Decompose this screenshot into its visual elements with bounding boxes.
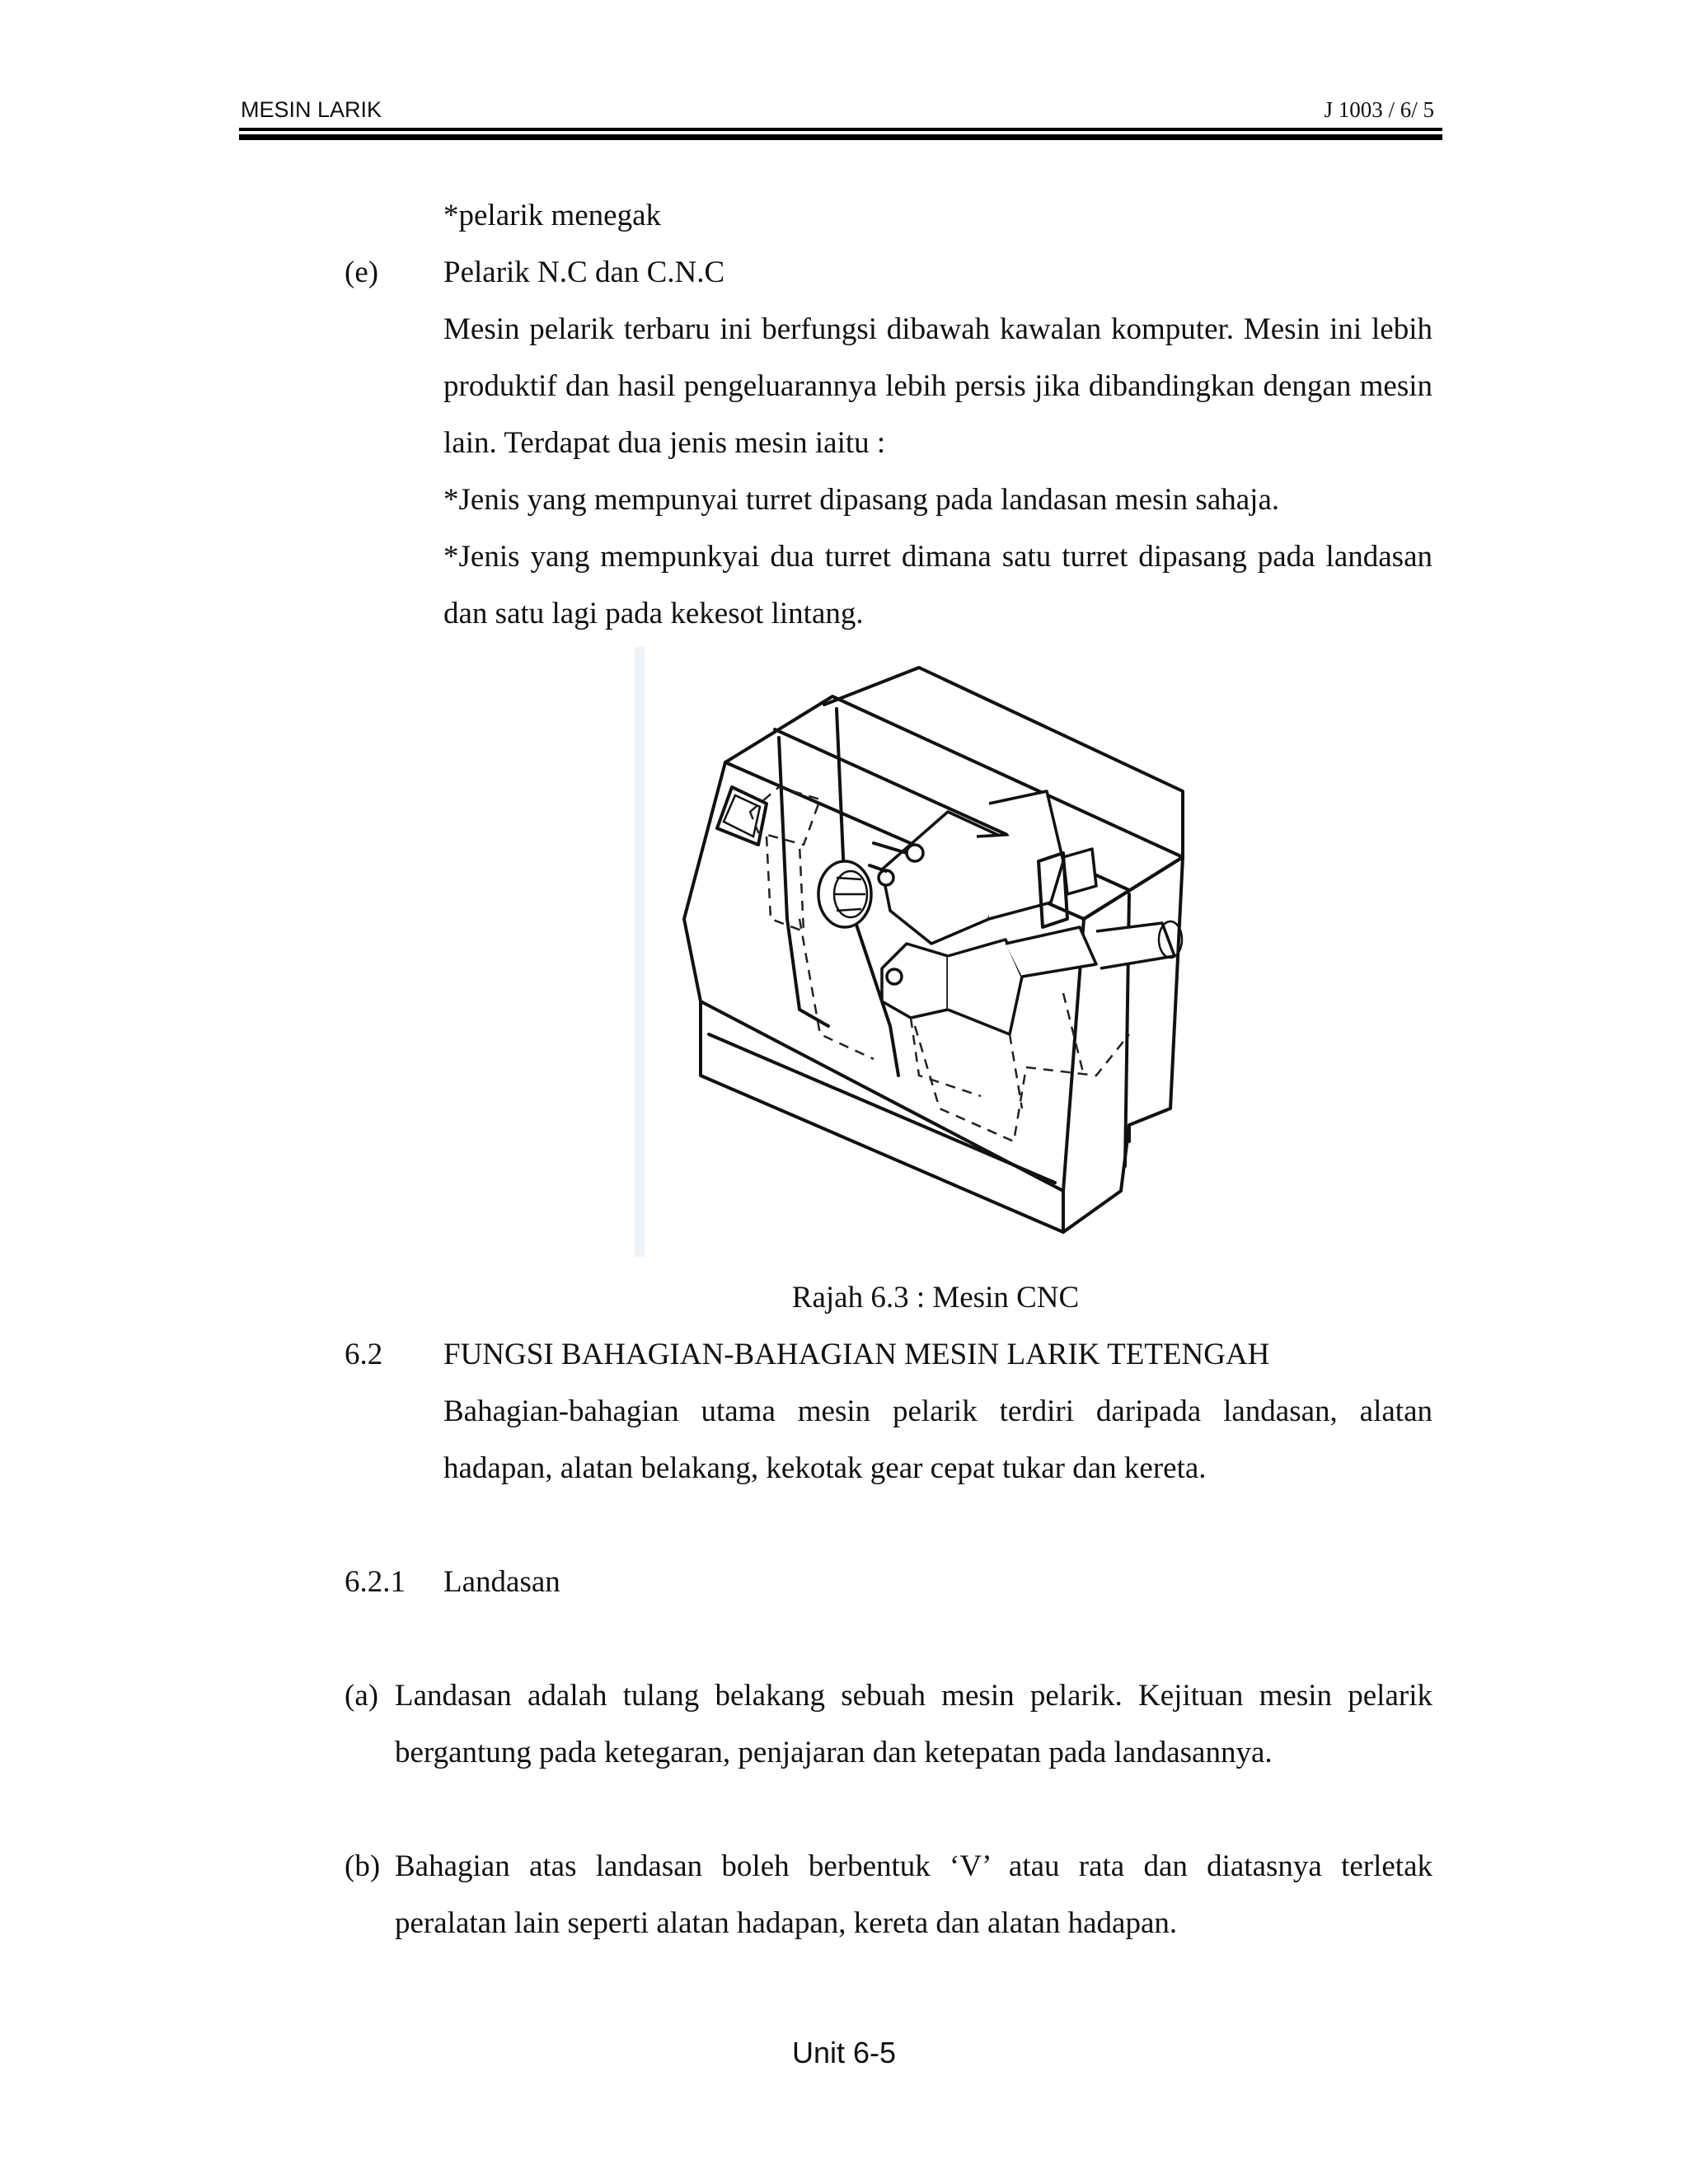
item-e-title: Pelarik N.C dan C.N.C — [443, 255, 725, 289]
running-header-code: J 1003 / 6/ 5 — [1324, 97, 1434, 122]
item-e-bullet-2: *Jenis yang mempunkyai dua turret dimana satu turret dipasang pada landasan dan satu lagi pada kekesot lintang. — [443, 540, 1432, 630]
cnc-machine-illustration — [635, 647, 1212, 1265]
page-footer: Unit 6-5 — [791, 2036, 897, 2069]
running-header-title: MESIN LARIK — [241, 97, 382, 122]
section-paragraph: Bahagian-bahagian utama mesin pelarik terdiri daripada landasan, alatan hadapan, alatan belakang, kekotak gear cepat tukar dan kereta. — [443, 1394, 1432, 1485]
figure-caption: Rajah 6.3 : Mesin CNC — [791, 1281, 1080, 1315]
header-rule — [239, 128, 1442, 131]
list-item-a-marker: (a) — [345, 1679, 379, 1713]
item-e-marker: (e) — [345, 255, 379, 289]
header-rule-thick — [239, 134, 1442, 140]
section-number: 6.2 — [345, 1338, 383, 1371]
list-item-a-text: Landasan adalah tulang belakang sebuah mesin pelarik. Kejituan mesin pelarik bergantung pada ketegaran, penjajaran dan ketepatan pada landasannya. — [395, 1679, 1432, 1769]
item-e-paragraph: Mesin pelarik terbaru ini berfungsi dibawah kawalan komputer. Mesin ini lebih produktif dan hasil pengeluarannya lebih persis jika dibandingkan dengan mesin lain. Terdapat dua jenis mesin iaitu : — [443, 312, 1432, 460]
list-item-b-text: Bahagian atas landasan boleh berbentuk ‘V’ atau rata dan diatasnya terletak peralatan lain seperti alatan hadapan, kereta dan alatan hadapan. — [395, 1849, 1432, 1940]
subsection-title: Landasan — [443, 1565, 560, 1599]
vertical-lathe-note: *pelarik menegak — [443, 199, 662, 232]
subsection-number: 6.2.1 — [345, 1565, 406, 1599]
item-e-bullet-1: *Jenis yang mempunyai turret dipasang pada landasan mesin sahaja. — [443, 483, 1280, 517]
section-title: FUNGSI BAHAGIAN-BAHAGIAN MESIN LARIK TETENGAH — [443, 1338, 1270, 1371]
list-item-b-marker: (b) — [345, 1849, 381, 1883]
